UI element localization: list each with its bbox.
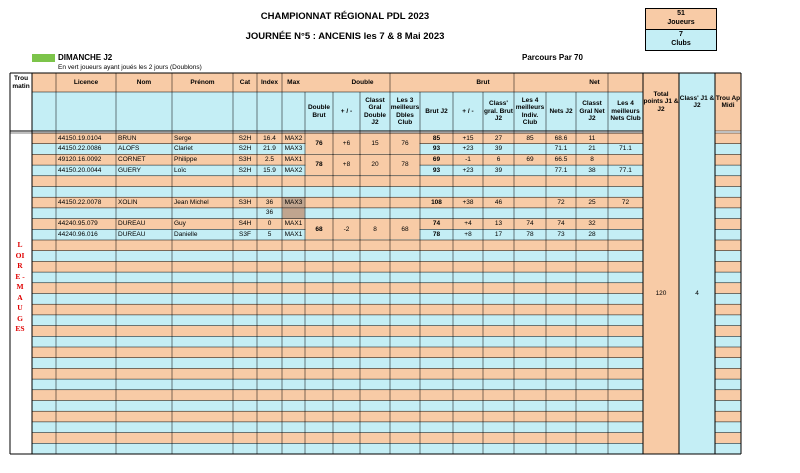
- column-header: Les 4 meilleurs Indiv. Club: [515, 96, 545, 126]
- player-index: 16.4: [263, 134, 276, 142]
- net-group-header: Net: [589, 78, 600, 86]
- trou-ap-midi-row: [715, 326, 741, 337]
- player-name: CORNET: [118, 155, 146, 163]
- player-brut-rank: 13: [494, 220, 503, 228]
- player-best4: 78: [526, 230, 534, 238]
- double-brut: 78: [315, 161, 323, 169]
- player-firstname: Serge: [174, 134, 192, 142]
- table-row: [32, 315, 643, 326]
- table-row: [32, 176, 643, 187]
- trou-ap-midi-row: [715, 133, 741, 144]
- player-brut: 85: [432, 134, 441, 142]
- player-firstname: Clariet: [174, 145, 193, 153]
- empty-header: [32, 73, 56, 92]
- trou-ap-midi-row: [715, 443, 741, 454]
- column-header: Nets J2: [549, 107, 573, 115]
- player-net-rank: 28: [588, 230, 596, 238]
- player-firstname: [172, 208, 233, 219]
- player-firstname: Loïc: [174, 166, 187, 174]
- double-best3: 78: [401, 161, 409, 169]
- player-brut-diff: +15: [462, 134, 474, 142]
- column-header: Prénom: [190, 78, 215, 86]
- player-net: 68.6: [554, 134, 568, 142]
- player-name: XOLIN: [118, 198, 138, 206]
- player-index: 36: [265, 209, 274, 217]
- table-row: [32, 368, 643, 379]
- trou-ap-midi-row: [715, 368, 741, 379]
- player-brut-rank: 46: [494, 198, 503, 206]
- joueurs-count: 51: [677, 10, 685, 17]
- trou-ap-midi-row: [715, 251, 741, 262]
- player-brut-rank: [483, 208, 514, 219]
- table-row: [32, 433, 643, 444]
- player-brut-rank: 39: [494, 145, 503, 153]
- player-max: MAX3: [284, 198, 303, 206]
- player-net-rank: 25: [588, 198, 596, 206]
- column-header: Double Brut: [307, 104, 331, 119]
- player-firstname: Jean Michel: [174, 198, 209, 206]
- player-net-rank: 38: [588, 166, 596, 174]
- player-name: ALOFS: [118, 145, 140, 153]
- player-brut: 108: [431, 198, 442, 206]
- column-header: Max: [287, 78, 300, 86]
- page-subtitle: JOURNÉE N°5 : ANCENIS les 7 & 8 Mai 2023: [245, 31, 445, 42]
- page-title: CHAMPIONNAT RÉGIONAL PDL 2023: [260, 11, 430, 22]
- player-best4: 74: [526, 220, 534, 228]
- player-brut-rank: 17: [494, 230, 503, 238]
- player-name: DUREAU: [118, 230, 146, 238]
- club-total-points: 120: [655, 289, 667, 297]
- player-max: MAX2: [284, 166, 303, 174]
- player-cat: S3H: [238, 198, 252, 206]
- player-licence: 49120.16.0092: [58, 155, 102, 163]
- table-row: [32, 411, 643, 422]
- parcours-label: Parcours Par 70: [522, 53, 583, 62]
- player-net-rank: 8: [590, 155, 594, 163]
- double-rank: 15: [371, 139, 379, 147]
- double-brut: 68: [315, 225, 323, 233]
- club-name-text: LOIRE - MAUGES: [15, 240, 25, 333]
- player-cat: [233, 208, 257, 219]
- clubs-count: 7: [679, 31, 683, 38]
- table-row: [32, 422, 643, 433]
- player-cat: S4H: [238, 220, 252, 228]
- player-firstname: Guy: [174, 220, 186, 228]
- trou-ap-midi-row: [715, 358, 741, 369]
- player-brut-diff: +8: [464, 230, 472, 238]
- column-header: Index: [261, 78, 278, 86]
- column-header: Les 3 meilleurs Dbles Club: [390, 96, 420, 126]
- table-row: [32, 358, 643, 369]
- player-index: 0: [267, 220, 272, 228]
- table-row: [32, 294, 643, 305]
- table-row: [32, 401, 643, 412]
- column-header: Trou matin: [12, 75, 30, 90]
- joueurs-label: Joueurs: [667, 19, 695, 26]
- column-header: + / -: [462, 107, 474, 115]
- player-cat: S2H: [238, 166, 252, 174]
- player-best4: [514, 197, 546, 208]
- double-best3: 76: [401, 139, 409, 147]
- double-diff: -2: [343, 225, 350, 233]
- trou-ap-midi-row: [715, 294, 741, 305]
- player-net-best4: [608, 208, 643, 219]
- column-header: Cat: [239, 78, 251, 86]
- trou-ap-midi-row: [715, 283, 741, 294]
- player-name: BRUN: [118, 134, 137, 142]
- double-diff: +8: [342, 161, 351, 169]
- player-index: 21.9: [263, 145, 276, 153]
- table-row: [32, 347, 643, 358]
- double-best3: 68: [401, 225, 409, 233]
- trou-ap-midi-row: [715, 165, 741, 176]
- player-net: 71.1: [554, 145, 568, 153]
- player-brut: 74: [432, 220, 441, 228]
- player-best4: 69: [526, 155, 534, 163]
- player-name: DUREAU: [118, 220, 146, 228]
- double-diff: +6: [342, 139, 351, 147]
- trou-ap-midi-row: [715, 176, 741, 187]
- player-brut-rank: 39: [494, 166, 503, 174]
- player-net-best4: [608, 133, 643, 144]
- table-row: [32, 443, 643, 454]
- double-rank: 8: [373, 225, 377, 233]
- trou-ap-midi-row: [715, 315, 741, 326]
- player-best4: [514, 165, 546, 176]
- club-region-label: [10, 240, 30, 335]
- player-cat: S3F: [239, 230, 251, 238]
- player-max: MAX1: [284, 220, 303, 228]
- trou-ap-midi-row: [715, 304, 741, 315]
- table-row: [32, 272, 643, 283]
- trou-ap-midi-row: [715, 390, 741, 401]
- trou-ap-midi-row: [715, 208, 741, 219]
- player-max: MAX1: [284, 230, 303, 238]
- player-licence: [56, 208, 116, 219]
- player-brut-diff: +38: [462, 198, 474, 206]
- player-max: [282, 208, 305, 219]
- player-brut: 93: [432, 145, 441, 153]
- column-header: Les 4 meilleurs Nets Club: [610, 100, 641, 123]
- trou-ap-midi-row: [715, 336, 741, 347]
- player-brut-diff: -1: [465, 155, 471, 163]
- player-licence: 44150.22.0086: [58, 145, 102, 153]
- trou-ap-midi-row: [715, 187, 741, 198]
- doublon-legend-text: En vert joueurs ayant joués les 2 jours (Doublons): [58, 64, 202, 71]
- player-licence: 44150.22.0078: [58, 198, 102, 206]
- player-net-rank: 32: [588, 220, 596, 228]
- trou-ap-midi-row: [715, 433, 741, 444]
- double-rank: 20: [371, 161, 379, 169]
- player-licence: 44150.20.0044: [58, 166, 102, 174]
- player-net-rank: 11: [588, 134, 596, 142]
- player-cat: S3H: [238, 155, 252, 163]
- player-brut: 93: [432, 166, 441, 174]
- trou-ap-midi-row: [715, 379, 741, 390]
- player-brut: [420, 208, 453, 219]
- column-header: Trou Ap Midi: [715, 94, 741, 109]
- trou-ap-midi-row: [715, 272, 741, 283]
- trou-ap-midi-row: [715, 347, 741, 358]
- player-index: 15.9: [263, 166, 276, 174]
- table-row: [32, 326, 643, 337]
- player-net-best4: [608, 219, 643, 230]
- trou-ap-midi-row: [715, 261, 741, 272]
- player-net: 74: [557, 220, 565, 228]
- player-index: 5: [267, 230, 272, 238]
- player-brut-diff: [453, 208, 483, 219]
- column-header: Classt Gral Net J2: [579, 100, 605, 123]
- player-licence: 44150.19.0104: [58, 134, 102, 142]
- clubs-label: Clubs: [671, 40, 691, 47]
- table-row: [32, 283, 643, 294]
- player-net: 77.1: [554, 166, 568, 174]
- double-group-header: Double: [351, 78, 374, 86]
- player-brut-rank: 27: [494, 134, 503, 142]
- table-row: [32, 336, 643, 347]
- trou-ap-midi-row: [715, 197, 741, 208]
- player-max: MAX2: [284, 134, 303, 142]
- column-header: Licence: [73, 78, 99, 86]
- player-max: MAX3: [284, 145, 303, 153]
- player-cat: S2H: [238, 134, 252, 142]
- trou-ap-midi-row: [715, 422, 741, 433]
- table-row: [32, 240, 643, 251]
- player-firstname: Danielle: [174, 230, 198, 238]
- player-licence: 44240.95.079: [58, 220, 98, 228]
- trou-ap-midi-row: [715, 411, 741, 422]
- trou-ap-midi-row: [715, 144, 741, 155]
- player-licence: 44240.96.016: [58, 230, 98, 238]
- table-row: [32, 390, 643, 401]
- player-best4: 85: [526, 134, 534, 142]
- player-index: 36: [265, 198, 274, 206]
- player-brut-diff: +23: [462, 166, 474, 174]
- player-net: 72: [557, 198, 565, 206]
- player-brut: 78: [432, 230, 441, 238]
- table-row: [32, 187, 643, 198]
- column-header: Nom: [136, 78, 152, 86]
- player-best4: [514, 208, 546, 219]
- player-name: GUERY: [118, 166, 141, 174]
- player-name: [116, 208, 172, 219]
- double-brut: 76: [315, 139, 323, 147]
- trou-ap-midi-row: [715, 229, 741, 240]
- player-net-rank: [576, 208, 608, 219]
- player-brut: 69: [432, 155, 441, 163]
- player-net-best4: 77.1: [619, 166, 632, 174]
- player-brut-rank: 6: [496, 155, 501, 163]
- table-row: [32, 251, 643, 262]
- player-net: 66.5: [554, 155, 568, 163]
- player-net: [546, 208, 576, 219]
- table-row: [32, 379, 643, 390]
- column-header: Total points J1 & J2: [643, 90, 679, 113]
- column-header: + / -: [340, 107, 353, 115]
- column-header: Class' J1 & J2: [679, 94, 715, 109]
- player-net: 73: [557, 230, 565, 238]
- player-index: 2.5: [264, 155, 275, 163]
- player-best4: [514, 144, 546, 155]
- trou-ap-midi-row: [715, 154, 741, 165]
- player-net-best4: [608, 229, 643, 240]
- column-header: Classt Gral Double J2: [363, 96, 387, 126]
- column-header: Class' gral. Brut J2: [484, 100, 513, 123]
- player-cat: S2H: [238, 145, 252, 153]
- table-row: [32, 261, 643, 272]
- trou-ap-midi-row: [715, 401, 741, 412]
- brut-group-header: Brut: [476, 78, 490, 86]
- player-net-rank: 21: [588, 145, 596, 153]
- trou-ap-midi-row: [715, 219, 741, 230]
- day-label: DIMANCHE J2: [58, 53, 113, 62]
- club-class: 4: [695, 289, 699, 297]
- table-row: [32, 304, 643, 315]
- column-header: Brut J2: [425, 107, 448, 115]
- player-firstname: Philippe: [174, 155, 198, 163]
- player-net-best4: 72: [621, 198, 630, 206]
- trou-ap-midi-row: [715, 240, 741, 251]
- player-net-best4: [608, 154, 643, 165]
- player-brut-diff: +23: [462, 145, 474, 153]
- player-brut-diff: +4: [464, 220, 472, 228]
- player-max: MAX1: [284, 155, 303, 163]
- player-net-best4: 71.1: [619, 145, 632, 153]
